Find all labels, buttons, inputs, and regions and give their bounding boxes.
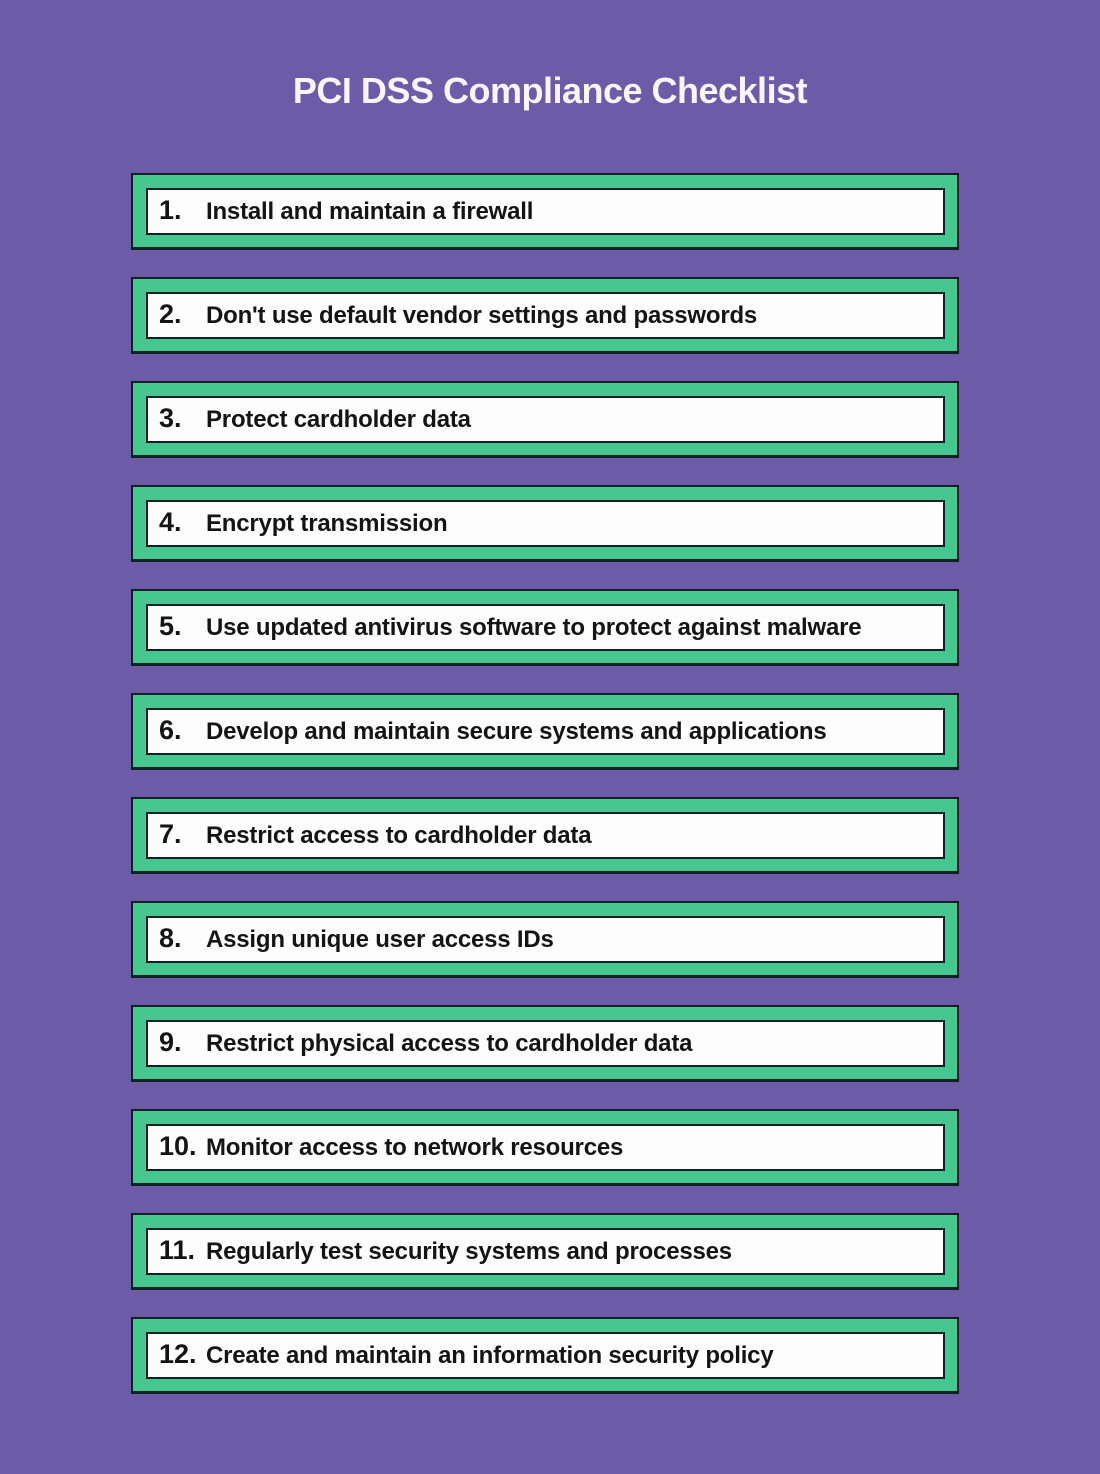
item-number: 1. bbox=[159, 195, 182, 225]
item-number: 4. bbox=[159, 507, 182, 537]
page-title: PCI DSS Compliance Checklist bbox=[292, 70, 808, 111]
item-number: 2. bbox=[159, 299, 182, 329]
item-card bbox=[146, 1020, 945, 1067]
checklist-item bbox=[131, 589, 959, 666]
checklist-item bbox=[131, 1213, 959, 1290]
item-card bbox=[146, 188, 945, 235]
item-number: 8. bbox=[159, 923, 182, 953]
item-number: 11. bbox=[159, 1235, 196, 1265]
item-label: Restrict physical access to cardholder data bbox=[206, 1030, 693, 1057]
checklist-item bbox=[131, 693, 959, 770]
item-label: Monitor access to network resources bbox=[206, 1134, 624, 1161]
item-label: Create and maintain an information security policy bbox=[206, 1342, 774, 1369]
item-card bbox=[146, 812, 945, 859]
checklist-item bbox=[131, 901, 959, 978]
item-label: Regularly test security systems and processes bbox=[206, 1238, 732, 1265]
item-label: Protect cardholder data bbox=[206, 406, 471, 433]
item-card bbox=[146, 1332, 945, 1379]
item-label: Assign unique user access IDs bbox=[206, 926, 554, 953]
checklist-item bbox=[131, 797, 959, 874]
checklist-item bbox=[131, 381, 959, 458]
item-card bbox=[146, 500, 945, 547]
checklist-item bbox=[131, 485, 959, 562]
item-label: Install and maintain a firewall bbox=[206, 198, 534, 225]
item-card bbox=[146, 1228, 945, 1275]
item-card bbox=[146, 292, 945, 339]
item-label: Encrypt transmission bbox=[206, 510, 448, 537]
item-number: 3. bbox=[159, 403, 182, 433]
item-label: Develop and maintain secure systems and applications bbox=[206, 718, 827, 745]
item-number: 12. bbox=[159, 1339, 197, 1369]
item-number: 7. bbox=[159, 819, 182, 849]
item-label: Restrict access to cardholder data bbox=[206, 822, 592, 849]
item-number: 9. bbox=[159, 1027, 182, 1057]
item-card bbox=[146, 396, 945, 443]
item-card bbox=[146, 604, 945, 651]
item-card bbox=[146, 916, 945, 963]
checklist-item bbox=[131, 1005, 959, 1082]
item-number: 5. bbox=[159, 611, 182, 641]
item-number: 10. bbox=[159, 1131, 197, 1161]
item-card bbox=[146, 708, 945, 755]
item-card bbox=[146, 1124, 945, 1171]
checklist-item bbox=[131, 1109, 959, 1186]
checklist-item bbox=[131, 277, 959, 354]
checklist-item bbox=[131, 173, 959, 250]
item-label: Use updated antivirus software to protect against malware bbox=[206, 614, 862, 641]
item-number: 6. bbox=[159, 715, 182, 745]
checklist bbox=[131, 173, 959, 1394]
item-label: Don't use default vendor settings and passwords bbox=[206, 302, 758, 329]
checklist-item bbox=[131, 1317, 959, 1394]
